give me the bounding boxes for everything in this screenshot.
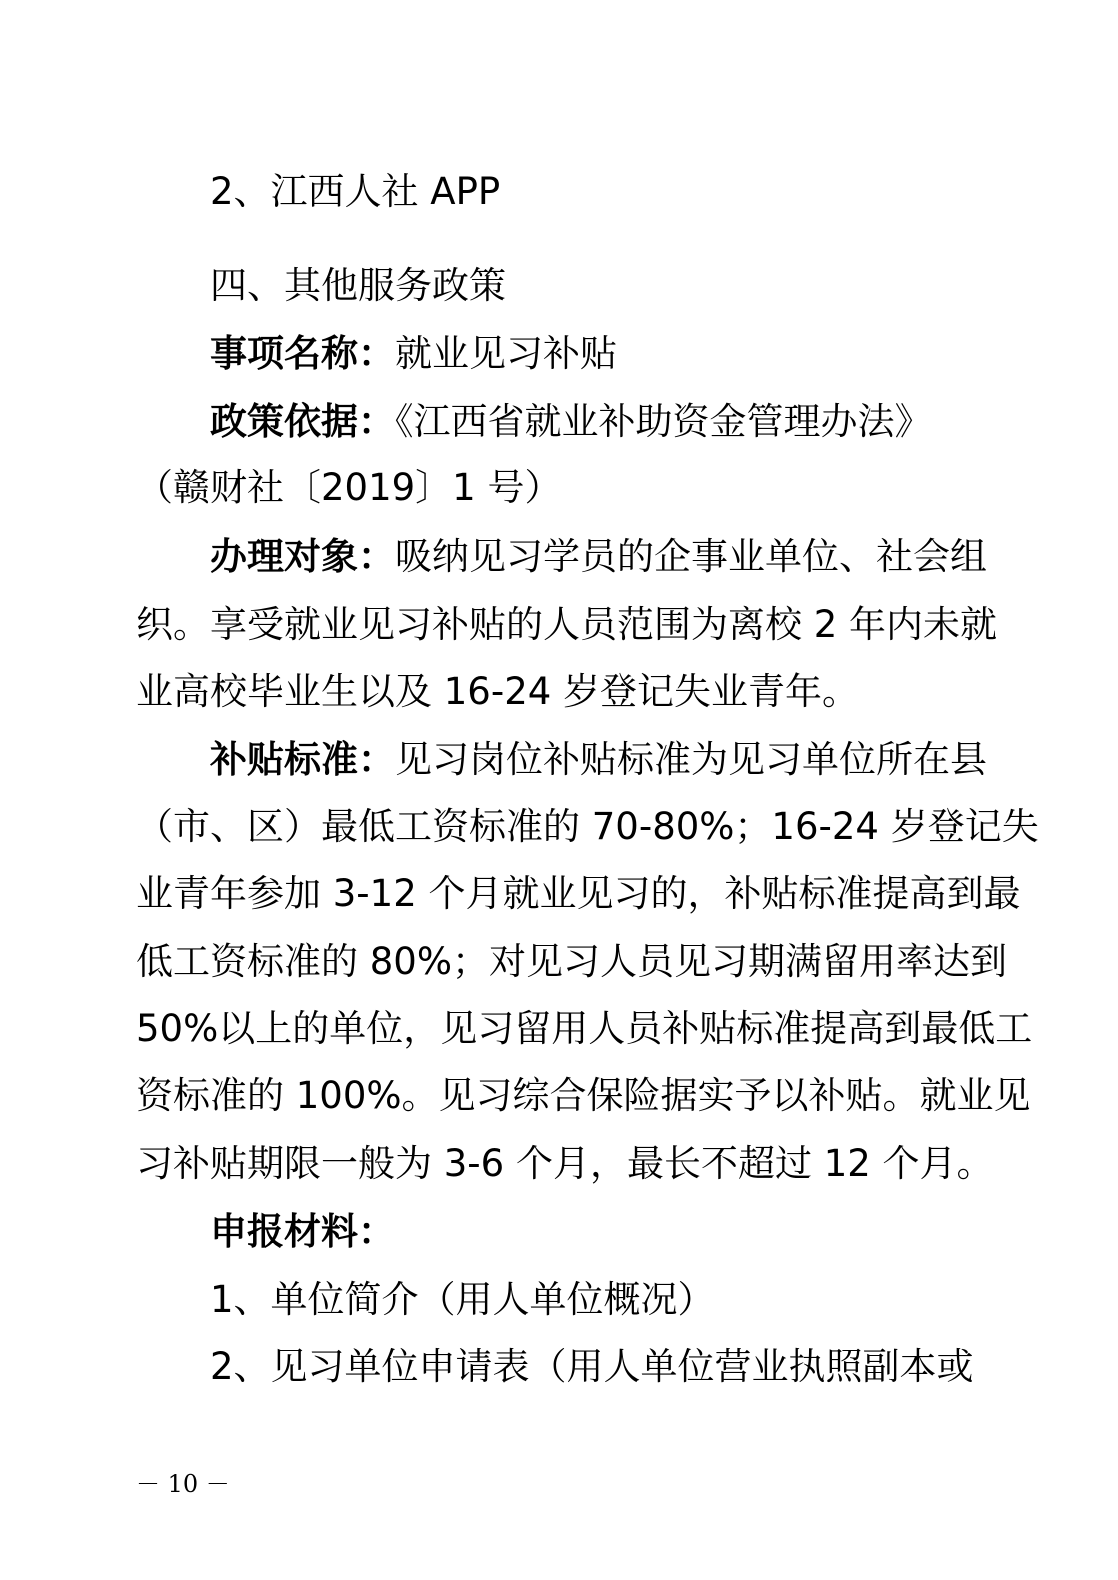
standard-line-7: 习补贴期限一般为 3-6 个月，最长不超过 12 个月。 [136,1142,994,1185]
target-line-3: 业高校毕业生以及 16-24 岁登记失业青年。 [136,670,860,713]
standard-line-5: 50%以上的单位，见习留用人员补贴标准提高到最低工 [136,1007,1033,1050]
materials-item-1: 1、单位简介（用人单位概况） [210,1278,715,1321]
item-name-label: 事项名称： [210,332,395,375]
item-name-value: 就业见习补贴 [395,332,617,375]
policy-basis-value: 《江西省就业补助资金管理办法》 [395,400,932,443]
materials-label: 申报材料： [210,1210,395,1253]
target-label: 办理对象： [210,535,395,578]
target-text-1: 吸纳见习学员的企事业单位、社会组 [395,535,987,578]
standard-line-1 [210,738,987,782]
target-line-1 [210,535,987,579]
standard-label: 补贴标准： [210,738,395,781]
policy-basis-line [210,400,932,444]
standard-line-4: 低工资标准的 80%；对见习人员见习期满留用率达到 [136,940,1007,983]
standard-line-6: 资标准的 100%。见习综合保险据实予以补贴。就业见 [136,1074,1031,1117]
section-heading: 四、其他服务政策 [210,264,506,307]
item-name-line [210,332,617,376]
policy-basis-label: 政策依据： [210,400,395,443]
standard-line-2: （市、区）最低工资标准的 70-80%；16-24 岁登记失 [136,805,1039,848]
standard-text-1: 见习岗位补贴标准为见习单位所在县 [395,738,987,781]
materials-item-2: 2、见习单位申请表（用人单位营业执照副本或 [210,1345,974,1388]
section-app-line: 2、江西人社 APP [210,170,501,213]
standard-line-3: 业青年参加 3-12 个月就业见习的，补贴标准提高到最 [136,872,1021,915]
page-number: － 10 － [136,1470,230,1498]
policy-doc-number: （赣财社〔2019〕1 号） [136,466,562,509]
target-line-2: 织。享受就业见习补贴的人员范围为离校 2 年内未就 [136,603,998,646]
